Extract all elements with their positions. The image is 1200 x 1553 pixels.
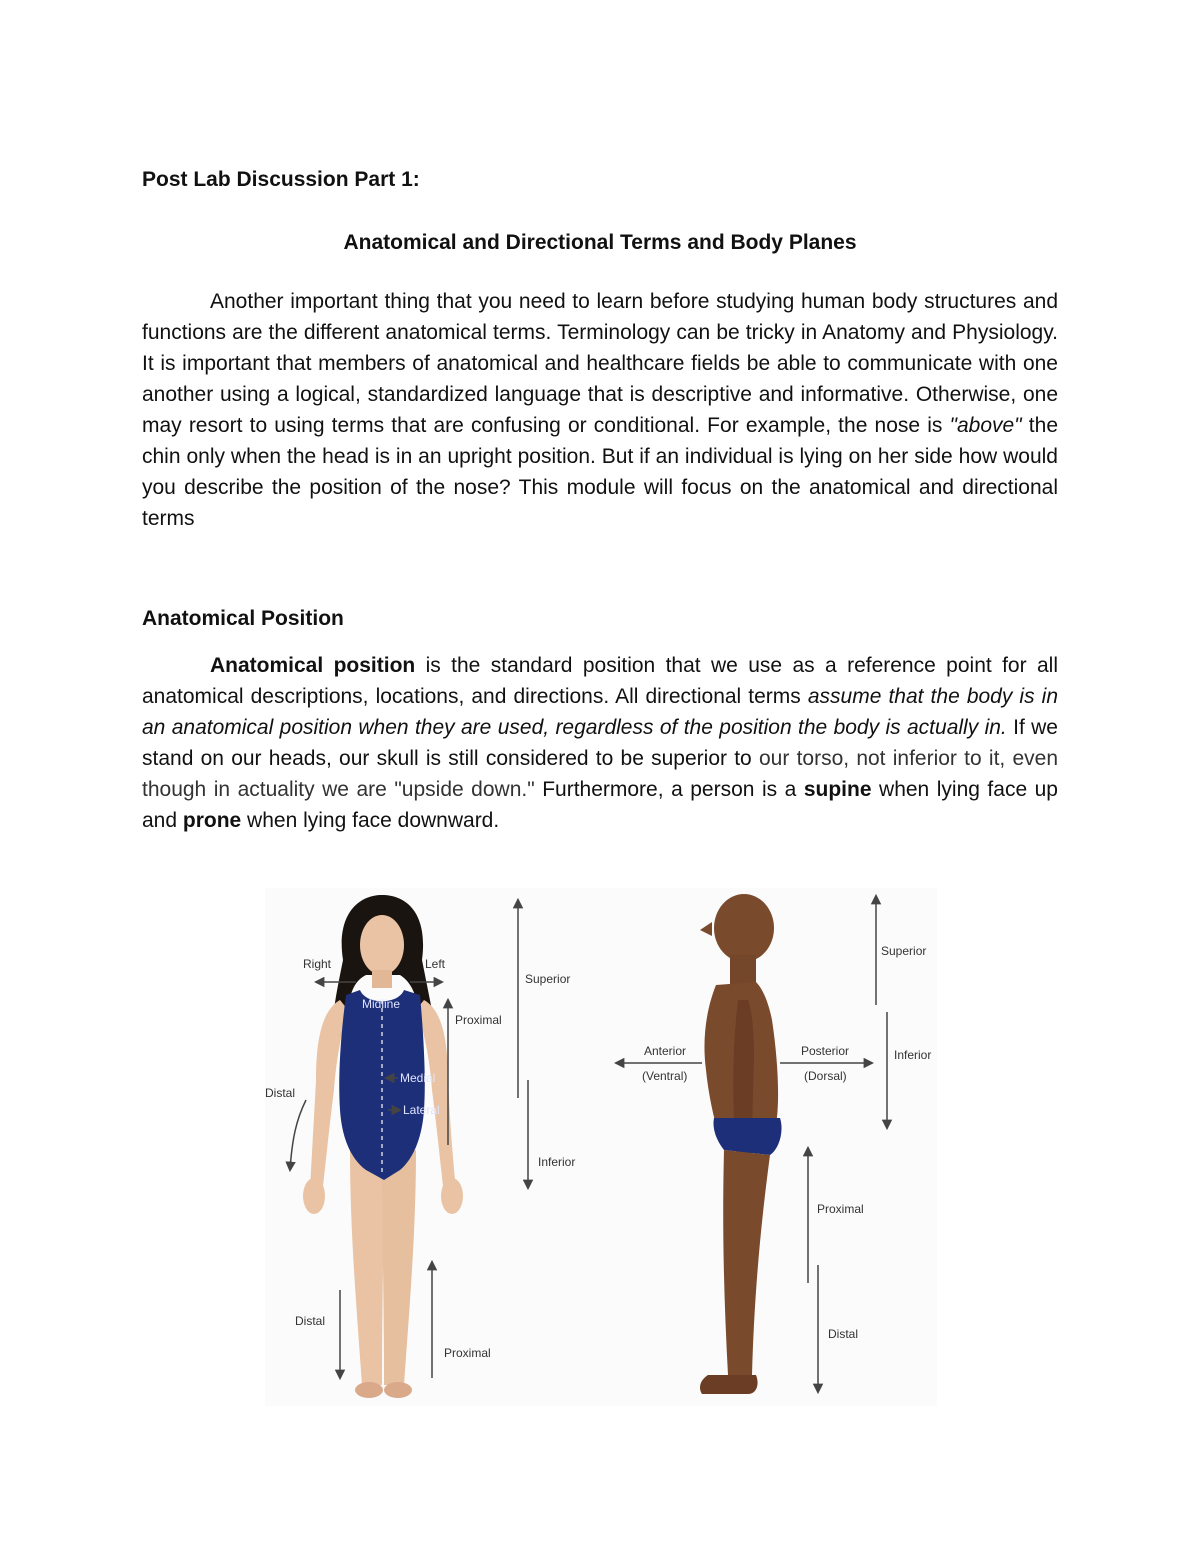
right-foot-shape xyxy=(355,1382,383,1398)
label-distal-side: Distal xyxy=(828,1327,859,1341)
label-medial: Medial xyxy=(400,1071,436,1085)
page-subtitle: Anatomical and Directional Terms and Body Planes xyxy=(343,231,857,254)
label-ventral: (Ventral) xyxy=(642,1069,688,1083)
label-posterior: Posterior xyxy=(801,1044,850,1058)
side-neck-shape xyxy=(730,955,756,985)
term-anatomical-position: Anatomical position xyxy=(210,654,416,677)
label-distal-leg: Distal xyxy=(295,1314,326,1328)
p2-gray: our torso, not inferior to it, even though in actuality we are "upside down." xyxy=(142,747,1059,801)
label-left: Left xyxy=(425,957,446,971)
label-distal-arm: Distal xyxy=(265,1086,296,1100)
label-superior-front: Superior xyxy=(525,972,571,986)
label-inferior-front: Inferior xyxy=(538,1155,576,1169)
neck-shape xyxy=(372,970,392,988)
label-lateral: Lateral xyxy=(403,1103,440,1117)
label-proximal-leg: Proximal xyxy=(444,1346,491,1360)
side-foot-shape xyxy=(700,1375,758,1394)
p2-text3: Furthermore, a person is a xyxy=(534,778,804,801)
label-anterior: Anterior xyxy=(644,1044,687,1058)
p2-text1: is the standard position that we use as a reference point for all anatomical descriptions, locations, and directions. All directional terms xyxy=(142,654,1058,708)
p2-text5: when lying face downward. xyxy=(241,809,500,832)
label-superior-side: Superior xyxy=(881,944,927,958)
side-swimsuit-shape xyxy=(713,1118,781,1155)
left-hand-shape xyxy=(441,1178,463,1214)
intro-rest: the chin only when the head is in an upright position. But if an individual is lying on her side how would you describe the position of the nose? This module will focus on the anatomical and directional terms xyxy=(142,414,1058,530)
face-shape xyxy=(360,915,404,975)
page-title: Post Lab Discussion Part 1: xyxy=(142,168,420,191)
label-right: Right xyxy=(303,957,332,971)
label-proximal-arm: Proximal xyxy=(455,1013,502,1027)
section-heading: Anatomical Position xyxy=(142,607,344,630)
left-foot-shape xyxy=(384,1382,412,1398)
p2-text2: If we stand on our heads, our skull is still considered to be superior to xyxy=(142,716,1058,770)
term-prone: prone xyxy=(182,809,242,832)
term-supine: supine xyxy=(803,778,872,801)
intro-text: Another important thing that you need to learn before studying human body structures and functions are the different anatomical terms. Terminology can be tricky in Anatomy and Physiology. It is important that members of anatomical and healthcare fields be able to communicate with one another using a logical, standardized language that is descriptive and informative. Otherwise, one may resort to using terms that are confusing or conditional. For example, the nose is xyxy=(142,290,1058,437)
right-hand-shape xyxy=(303,1178,325,1214)
p2-italic: assume that the body is in an anatomical position when they are used, regardless of the position the body is actually in. xyxy=(142,685,1058,739)
label-dorsal: (Dorsal) xyxy=(804,1069,847,1083)
side-head-shape xyxy=(714,894,774,962)
p2-text4: when lying face up and xyxy=(142,778,1058,832)
label-proximal-side: Proximal xyxy=(817,1202,864,1216)
label-midline: Midline xyxy=(362,997,401,1011)
label-inferior-side: Inferior xyxy=(894,1048,932,1062)
intro-quote: "above" xyxy=(949,414,1022,437)
